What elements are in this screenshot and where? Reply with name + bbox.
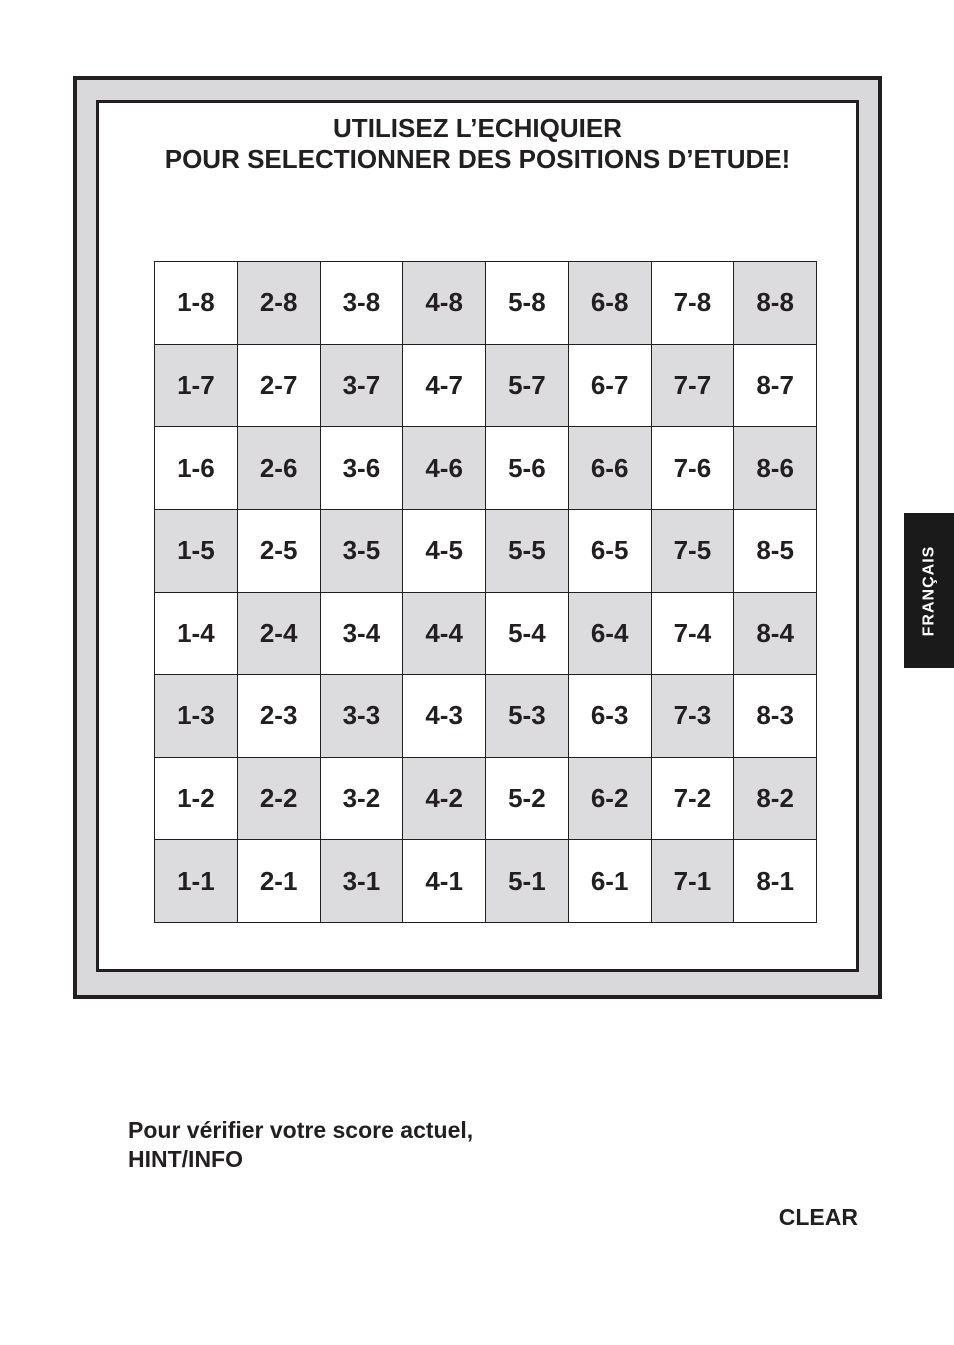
page-title — [96, 113, 859, 175]
board-square-5-7: 5-7 — [486, 345, 569, 428]
board-square-7-7: 7-7 — [652, 345, 735, 428]
language-tab — [904, 513, 954, 668]
board-square-4-4: 4-4 — [403, 593, 486, 676]
board-square-6-8: 6-8 — [569, 262, 652, 345]
board-square-8-6: 8-6 — [734, 427, 817, 510]
board-square-6-7: 6-7 — [569, 345, 652, 428]
board-square-5-8: 5-8 — [486, 262, 569, 345]
board-square-4-5: 4-5 — [403, 510, 486, 593]
board-square-1-8: 1-8 — [155, 262, 238, 345]
board-square-7-3: 7-3 — [652, 675, 735, 758]
board-square-8-7: 8-7 — [734, 345, 817, 428]
board-square-4-8: 4-8 — [403, 262, 486, 345]
board-square-2-7: 2-7 — [238, 345, 321, 428]
board-square-4-3: 4-3 — [403, 675, 486, 758]
board-square-5-2: 5-2 — [486, 758, 569, 841]
board-square-3-3: 3-3 — [321, 675, 404, 758]
board-square-6-5: 6-5 — [569, 510, 652, 593]
board-square-2-4: 2-4 — [238, 593, 321, 676]
board-square-5-3: 5-3 — [486, 675, 569, 758]
board-square-1-7: 1-7 — [155, 345, 238, 428]
board-square-1-6: 1-6 — [155, 427, 238, 510]
board-square-1-3: 1-3 — [155, 675, 238, 758]
score-note — [128, 1116, 473, 1174]
board-square-3-5: 3-5 — [321, 510, 404, 593]
board-square-1-4: 1-4 — [155, 593, 238, 676]
board-square-6-1: 6-1 — [569, 840, 652, 923]
board-square-5-5: 5-5 — [486, 510, 569, 593]
board-square-7-2: 7-2 — [652, 758, 735, 841]
board-square-2-2: 2-2 — [238, 758, 321, 841]
title-line-2: POUR SELECTIONNER DES POSITIONS D’ETUDE! — [164, 144, 791, 174]
board-square-2-5: 2-5 — [238, 510, 321, 593]
board-square-3-7: 3-7 — [321, 345, 404, 428]
board-square-8-2: 8-2 — [734, 758, 817, 841]
board-square-1-2: 1-2 — [155, 758, 238, 841]
language-tab-label: FRANÇAIS — [920, 545, 938, 636]
score-note-line-1: Pour vérifier votre score actuel, — [128, 1117, 474, 1143]
board-square-7-1: 7-1 — [652, 840, 735, 923]
board-square-7-4: 7-4 — [652, 593, 735, 676]
board-square-8-4: 8-4 — [734, 593, 817, 676]
board-square-3-6: 3-6 — [321, 427, 404, 510]
board-square-3-2: 3-2 — [321, 758, 404, 841]
board-square-5-1: 5-1 — [486, 840, 569, 923]
board-square-8-1: 8-1 — [734, 840, 817, 923]
board-square-3-8: 3-8 — [321, 262, 404, 345]
board-square-2-3: 2-3 — [238, 675, 321, 758]
board-square-7-5: 7-5 — [652, 510, 735, 593]
board-square-1-5: 1-5 — [155, 510, 238, 593]
board-square-2-8: 2-8 — [238, 262, 321, 345]
board-square-6-3: 6-3 — [569, 675, 652, 758]
board-square-4-1: 4-1 — [403, 840, 486, 923]
board-square-6-4: 6-4 — [569, 593, 652, 676]
board-square-1-1: 1-1 — [155, 840, 238, 923]
board-square-6-6: 6-6 — [569, 427, 652, 510]
board-square-3-4: 3-4 — [321, 593, 404, 676]
chessboard-grid — [154, 261, 817, 923]
board-square-8-8: 8-8 — [734, 262, 817, 345]
board-square-5-6: 5-6 — [486, 427, 569, 510]
board-square-7-6: 7-6 — [652, 427, 735, 510]
board-square-4-7: 4-7 — [403, 345, 486, 428]
board-square-8-3: 8-3 — [734, 675, 817, 758]
board-square-4-6: 4-6 — [403, 427, 486, 510]
board-square-5-4: 5-4 — [486, 593, 569, 676]
board-square-2-6: 2-6 — [238, 427, 321, 510]
board-square-4-2: 4-2 — [403, 758, 486, 841]
board-square-2-1: 2-1 — [238, 840, 321, 923]
board-square-8-5: 8-5 — [734, 510, 817, 593]
score-note-line-2: HINT/INFO — [128, 1146, 243, 1172]
board-square-7-8: 7-8 — [652, 262, 735, 345]
clear-label: CLEAR — [778, 1204, 858, 1230]
board-square-3-1: 3-1 — [321, 840, 404, 923]
title-line-1: UTILISEZ L’ECHIQUIER — [333, 113, 622, 143]
board-square-6-2: 6-2 — [569, 758, 652, 841]
